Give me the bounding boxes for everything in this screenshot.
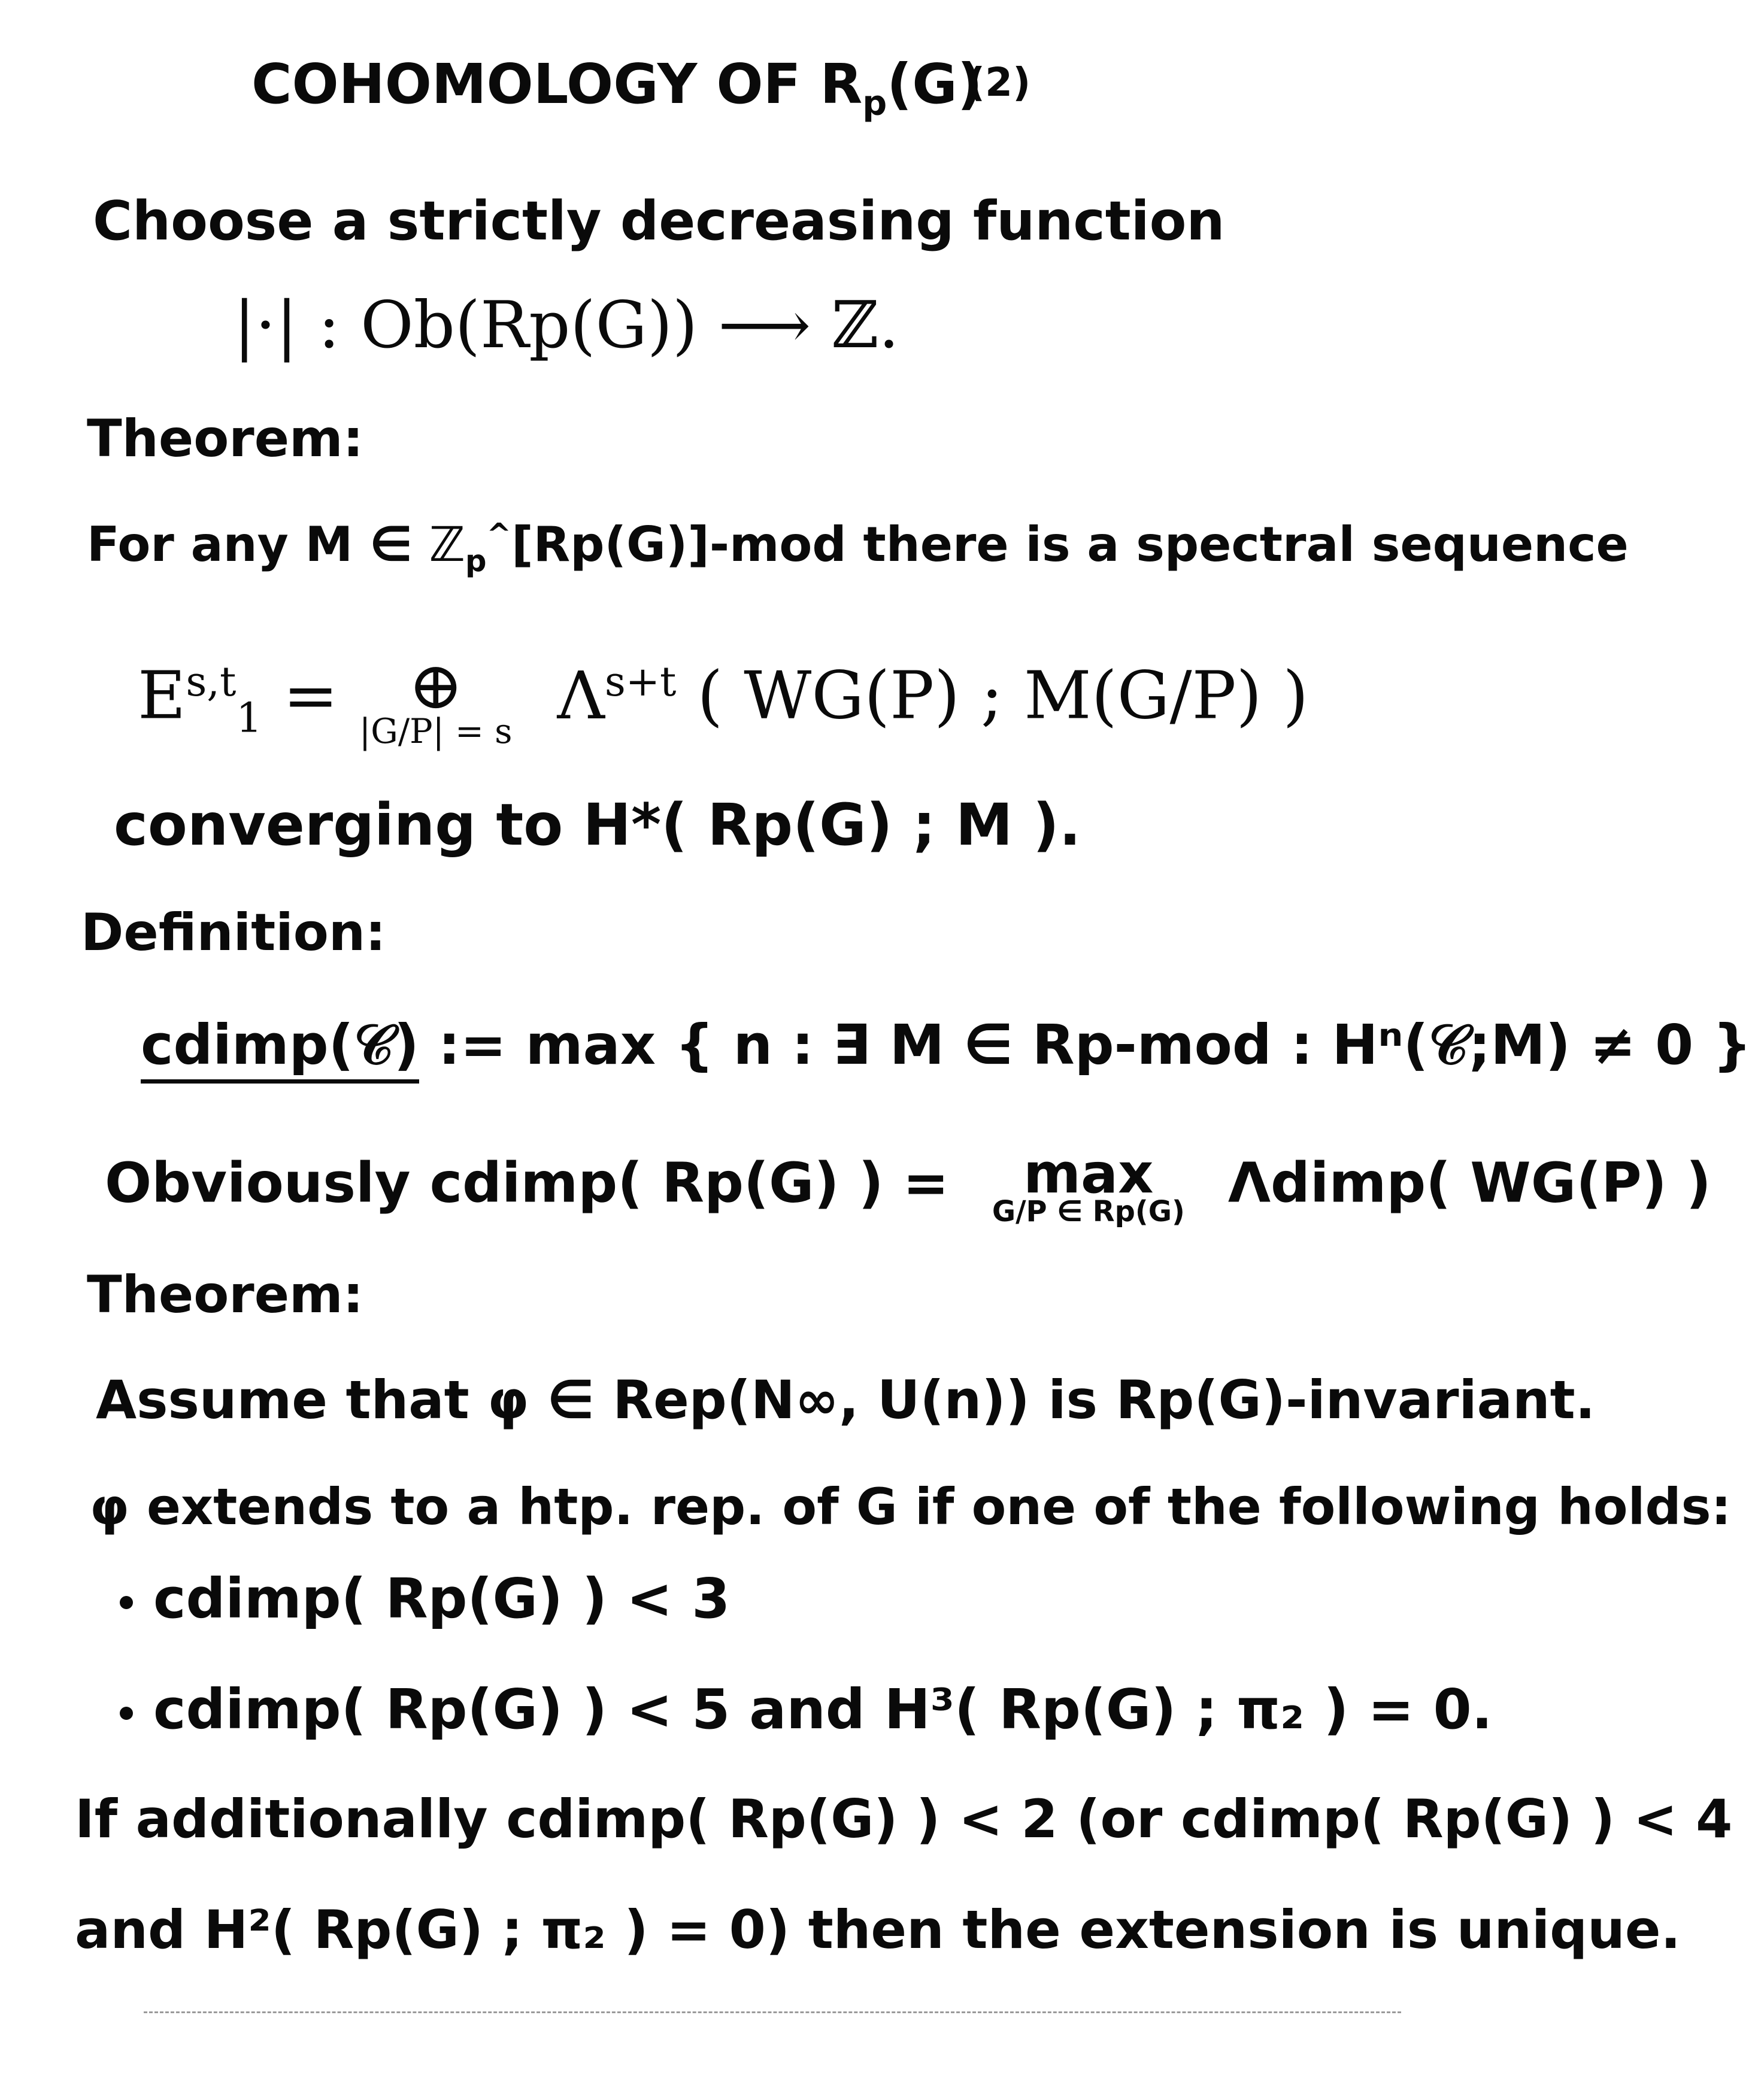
obviously-end: Λdimp( WG(P) ) [1227, 1151, 1711, 1215]
cdim-definition [141, 1013, 1752, 1077]
bullet-1-dot [120, 1596, 133, 1609]
page-title [251, 52, 983, 123]
bullet-2-text: cdimp( Rp(G) ) < 5 and H³( Rp(G) ; π₂ ) = 0. [153, 1677, 1493, 1741]
converging-line: converging to H*( Rp(G) ; M ). [114, 791, 1081, 858]
theorem-2-heading: Theorem: [87, 1265, 364, 1325]
additionally-line-1: If additionally cdimp( Rp(G) ) < 2 (or cdimp( Rp(G) ) < 4 [75, 1788, 1733, 1850]
intro-line-2: |·| : Ob(Rp(G)) ⟶ ℤ. [234, 288, 899, 363]
e1-superscript: s,t [186, 658, 237, 706]
e1-right-side: ( WG(P) ; M(G/P) ) [697, 657, 1309, 734]
bullet-2-dot [120, 1707, 133, 1720]
max-word: max [1023, 1142, 1154, 1206]
theorem-1-text-end: [Rp(G)]-mod there is a spectral sequence [511, 517, 1629, 572]
title-subscript: p [862, 83, 887, 123]
direct-sum-symbol: ⊕ [408, 647, 463, 724]
lambda-superscript: s+t [604, 658, 677, 706]
page-number: (2) [967, 59, 1031, 105]
direct-sum [359, 647, 513, 751]
obviously-line [105, 1142, 1711, 1228]
theorem-1-statement [87, 517, 1629, 578]
theorem-1-heading: Theorem: [87, 409, 364, 469]
obviously-start: Obviously cdimp( Rp(G) ) = [105, 1151, 949, 1215]
max-index: G/P ∈ Rp(G) [992, 1195, 1185, 1228]
lambda-symbol: Λ [557, 657, 605, 734]
intro-line-1: Choose a strictly decreasing function [93, 190, 1225, 253]
title-text: COHOMOLOGY OF R [251, 52, 863, 116]
max-operator [992, 1142, 1185, 1228]
spectral-sequence-formula [138, 647, 1309, 751]
title-argument: (G) [887, 52, 983, 116]
bullet-1-text: cdimp( Rp(G) ) < 3 [153, 1567, 730, 1631]
bottom-dotted-rule [144, 2011, 1401, 2013]
additionally-line-2: and H²( Rp(G) ; π₂ ) = 0) then the extension is unique. [75, 1899, 1681, 1961]
direct-sum-index: |G/P| = s [359, 712, 513, 751]
extends-line: φ extends to a htp. rep. of G if one of the following holds: [90, 1477, 1732, 1536]
assume-line: Assume that φ ∈ Rep(N∞, U(n)) is Rp(G)-invariant. [96, 1369, 1596, 1431]
theorem-1-text-superscript: ^ [486, 517, 512, 552]
cdim-term: cdimp(𝒞) [141, 1013, 419, 1084]
theorem-1-text-start: For any M ∈ ℤ [87, 517, 465, 572]
e1-term: E [138, 657, 186, 734]
e1-subscript: 1 [236, 694, 262, 742]
e1-equals: = [283, 657, 338, 734]
definition-heading: Definition: [81, 903, 386, 963]
theorem-1-text-subscript: p [465, 544, 487, 578]
bullet-item-1 [120, 1567, 730, 1631]
cdim-formula: := max { n : ∃ M ∈ Rp-mod : Hⁿ(𝒞;M) ≠ 0 } [419, 1013, 1752, 1077]
bullet-item-2 [120, 1677, 1493, 1741]
